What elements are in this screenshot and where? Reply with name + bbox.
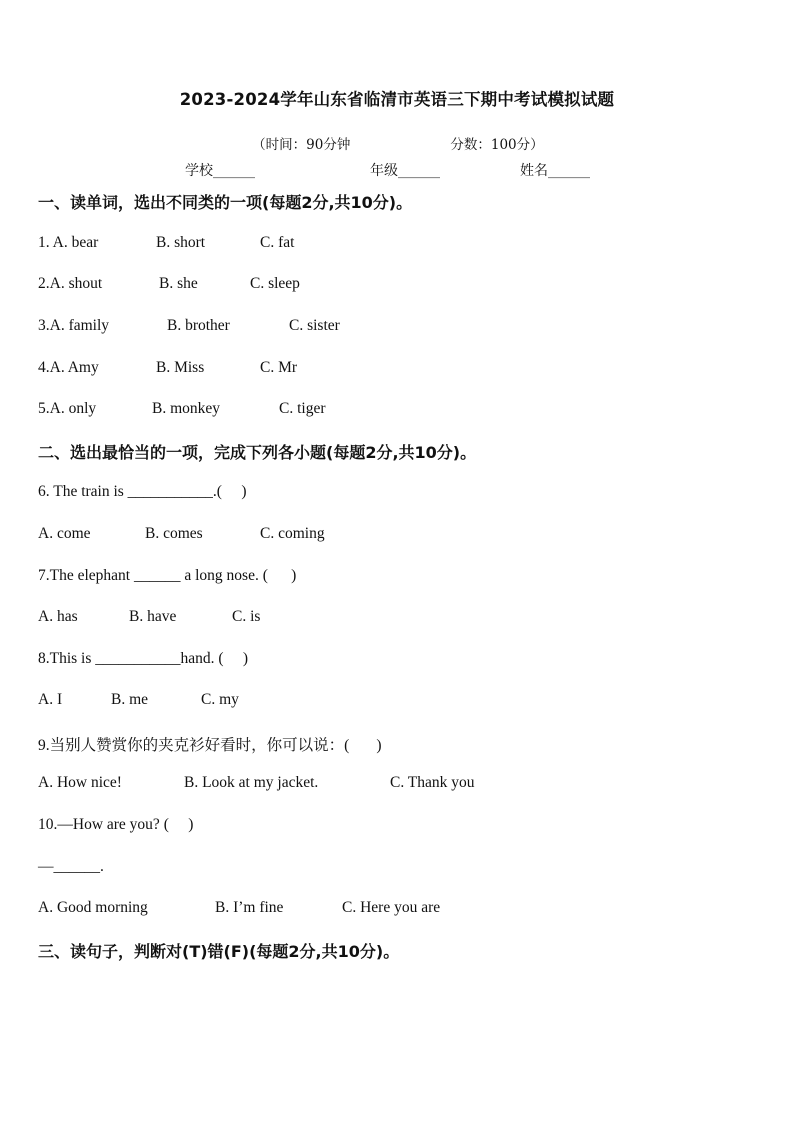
section-2-heading: 二、选出最恰当的一项，完成下列各小题(每题2分,共10分)。 [38, 443, 477, 462]
question-4-option-b: B. Miss [156, 359, 205, 376]
time-limit: （时间：90分钟 [252, 137, 351, 153]
question-10-option-a: A. Good morning [38, 899, 148, 916]
question-10-option-c: C. Here you are [342, 899, 441, 916]
question-5-option-c: C. tiger [279, 400, 326, 417]
question-9: 9.当别人赞赏你的夹克衫好看时，你可以说：( ) [38, 737, 382, 754]
total-score: 分数：100分） [450, 137, 544, 153]
question-1-option-b: B. short [156, 234, 206, 251]
question-6-option-a: A. come [38, 525, 91, 542]
question-7-option-b: B. have [129, 608, 177, 625]
question-9-option-b: B. Look at my jacket. [184, 774, 319, 791]
grade-field: 年级______ [370, 163, 440, 179]
question-6-option-c: C. coming [260, 525, 325, 542]
question-1-option-c: C. fat [260, 234, 295, 251]
section-3-heading: 三、读句子，判断对(T)错(F)(每题2分,共10分)。 [38, 942, 400, 961]
question-5-option-a: 5.A. only [38, 400, 97, 417]
name-field: 姓名______ [520, 163, 590, 179]
question-10-answer-line: —______. [38, 858, 104, 875]
question-6: 6. The train is ___________.( ) [38, 483, 247, 500]
school-field: 学校______ [185, 163, 255, 179]
question-8: 8.This is ___________hand. ( ) [38, 650, 249, 667]
question-8-option-b: B. me [111, 691, 149, 708]
question-7-option-c: C. is [232, 608, 261, 625]
question-8-option-c: C. my [201, 691, 239, 708]
question-9-option-a: A. How nice! [38, 774, 122, 791]
question-1-option-a: 1. A. bear [38, 234, 99, 251]
section-1-heading: 一、读单词，选出不同类的一项(每题2分,共10分)。 [38, 193, 413, 212]
question-4-option-c: C. Mr [260, 359, 298, 376]
question-5-option-b: B. monkey [152, 400, 221, 417]
question-8-option-a: A. I [38, 691, 63, 708]
question-2-option-c: C. sleep [250, 275, 300, 292]
question-7: 7.The elephant ______ a long nose. ( ) [38, 567, 297, 584]
question-6-option-b: B. comes [145, 525, 203, 542]
question-3-option-b: B. brother [167, 317, 230, 334]
question-2-option-a: 2.A. shout [38, 275, 103, 292]
question-7-option-a: A. has [38, 608, 78, 625]
question-10: 10.—How are you? ( ) [38, 816, 194, 833]
question-3-option-a: 3.A. family [38, 317, 110, 334]
question-2-option-b: B. she [159, 275, 198, 292]
exam-title: 2023-2024学年山东省临清市英语三下期中考试模拟试题 [179, 90, 615, 109]
question-9-option-c: C. Thank you [390, 774, 475, 791]
question-3-option-c: C. sister [289, 317, 340, 334]
question-10-option-b: B. I’m fine [215, 899, 284, 916]
question-4-option-a: 4.A. Amy [38, 359, 99, 376]
